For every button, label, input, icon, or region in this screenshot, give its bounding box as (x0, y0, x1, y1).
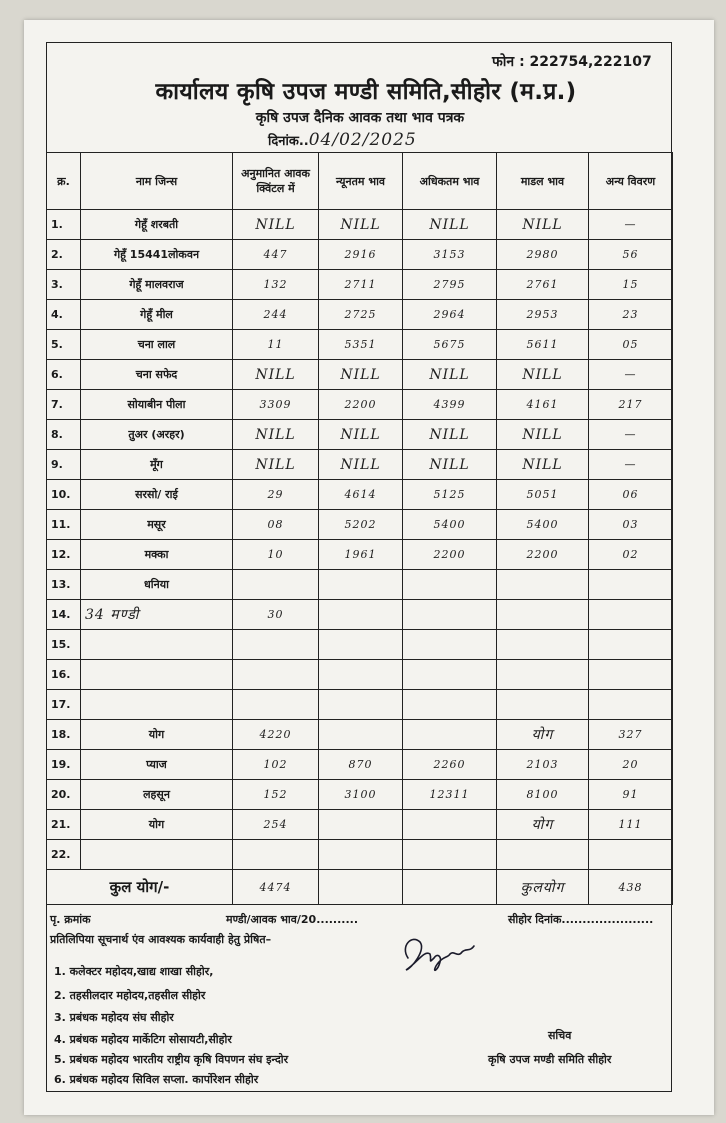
row-max: NILL (403, 420, 497, 450)
sehore-date: सीहोर दिनांक...................... (508, 913, 654, 926)
row-qty: 10 (233, 540, 319, 570)
row-other: 56 (589, 240, 673, 270)
row-serial: 16. (47, 660, 81, 690)
row-qty (233, 660, 319, 690)
row-serial: 18. (47, 720, 81, 750)
row-max (403, 810, 497, 840)
recipient-1: 1. कलेक्टर महोदय,खाद्य शाखा सीहोर, (54, 965, 214, 978)
row-max: NILL (403, 360, 497, 390)
row-commodity: तुअर (अरहर) (81, 420, 233, 450)
row-other: 02 (589, 540, 673, 570)
row-other: — (589, 210, 673, 240)
row-min: 870 (319, 750, 403, 780)
row-max: 2260 (403, 750, 497, 780)
row-model: 2761 (497, 270, 589, 300)
col-max-price: अधिकतम भाव (403, 153, 497, 210)
row-max (403, 720, 497, 750)
table-row (47, 420, 673, 450)
row-commodity: चना लाल (81, 330, 233, 360)
office-title: कार्यालय कृषि उपज मण्डी समिति,सीहोर (म.प्र.) (155, 79, 577, 105)
row-qty: NILL (233, 210, 319, 240)
total-model: कुलयोग (497, 870, 589, 905)
table-row (47, 750, 673, 780)
row-commodity: लहसून (81, 780, 233, 810)
row-commodity: धनिया (81, 570, 233, 600)
row-commodity (81, 840, 233, 870)
row-qty (233, 630, 319, 660)
date-line (268, 130, 417, 150)
row-model: 2103 (497, 750, 589, 780)
row-other: 217 (589, 390, 673, 420)
row-model: योग (497, 720, 589, 750)
row-serial: 21. (47, 810, 81, 840)
date-label: दिनांक.. (268, 134, 309, 149)
row-max: 5125 (403, 480, 497, 510)
table-header-row (47, 153, 673, 210)
row-commodity: प्याज (81, 750, 233, 780)
row-other: 23 (589, 300, 673, 330)
row-model: NILL (497, 210, 589, 240)
row-commodity (81, 660, 233, 690)
row-min: 1961 (319, 540, 403, 570)
recipient-4: 4. प्रबंधक महोदय मार्केटिग सोसायटी,सीहोर (54, 1033, 232, 1046)
row-other: 15 (589, 270, 673, 300)
row-other (589, 660, 673, 690)
row-model: 5611 (497, 330, 589, 360)
row-min: 2711 (319, 270, 403, 300)
row-min: NILL (319, 420, 403, 450)
row-min (319, 690, 403, 720)
total-max (403, 870, 497, 905)
row-qty: 152 (233, 780, 319, 810)
row-model: 2953 (497, 300, 589, 330)
row-max: 2964 (403, 300, 497, 330)
row-qty: 11 (233, 330, 319, 360)
row-serial: 13. (47, 570, 81, 600)
row-max: NILL (403, 450, 497, 480)
row-serial: 22. (47, 840, 81, 870)
row-commodity: मक्का (81, 540, 233, 570)
row-qty (233, 690, 319, 720)
row-qty: 254 (233, 810, 319, 840)
row-min (319, 810, 403, 840)
row-max: 2795 (403, 270, 497, 300)
row-max (403, 630, 497, 660)
row-max: 12311 (403, 780, 497, 810)
col-other: अन्य विवरण (589, 153, 673, 210)
total-min (319, 870, 403, 905)
row-serial: 15. (47, 630, 81, 660)
row-model: योग (497, 810, 589, 840)
table-row (47, 480, 673, 510)
row-model: NILL (497, 450, 589, 480)
table-row (47, 570, 673, 600)
row-other: — (589, 360, 673, 390)
row-commodity: योग (81, 810, 233, 840)
row-max: 4399 (403, 390, 497, 420)
row-qty: 102 (233, 750, 319, 780)
row-max (403, 600, 497, 630)
table-row (47, 390, 673, 420)
row-other: 327 (589, 720, 673, 750)
row-other: 111 (589, 810, 673, 840)
row-qty: 29 (233, 480, 319, 510)
row-commodity (81, 690, 233, 720)
col-serial: क्र. (47, 153, 81, 210)
row-serial: 14. (47, 600, 81, 630)
total-other: 438 (589, 870, 673, 905)
row-other: 05 (589, 330, 673, 360)
col-arrival: अनुमानित आवक क्विंटल में (233, 153, 319, 210)
row-model (497, 660, 589, 690)
row-min (319, 600, 403, 630)
row-qty: NILL (233, 360, 319, 390)
row-serial: 5. (47, 330, 81, 360)
table-row (47, 240, 673, 270)
row-other (589, 840, 673, 870)
row-min (319, 630, 403, 660)
row-max (403, 840, 497, 870)
row-other (589, 600, 673, 630)
row-serial: 4. (47, 300, 81, 330)
row-model: 8100 (497, 780, 589, 810)
row-min: 5202 (319, 510, 403, 540)
row-model: 2980 (497, 240, 589, 270)
row-qty: 08 (233, 510, 319, 540)
row-model (497, 630, 589, 660)
row-model: 2200 (497, 540, 589, 570)
row-min: 2725 (319, 300, 403, 330)
table-row (47, 810, 673, 840)
row-other (589, 690, 673, 720)
row-model: NILL (497, 420, 589, 450)
row-max: 3153 (403, 240, 497, 270)
row-min: 5351 (319, 330, 403, 360)
row-commodity: गेहूँ 15441लोकवन (81, 240, 233, 270)
total-row (47, 870, 673, 905)
row-serial: 17. (47, 690, 81, 720)
row-serial: 20. (47, 780, 81, 810)
row-qty: 244 (233, 300, 319, 330)
row-commodity: मसूर (81, 510, 233, 540)
row-serial: 3. (47, 270, 81, 300)
row-commodity: गेहूँ मील (81, 300, 233, 330)
row-max: 2200 (403, 540, 497, 570)
recipient-6: 6. प्रबंधक महोदय सिविल सप्ला. कार्पोरेशन सीहोर (54, 1073, 259, 1086)
row-other (589, 630, 673, 660)
row-max: NILL (403, 210, 497, 240)
signature-mark (398, 928, 478, 976)
row-min: NILL (319, 360, 403, 390)
row-model: 5400 (497, 510, 589, 540)
row-min: 2200 (319, 390, 403, 420)
row-max: 5675 (403, 330, 497, 360)
table-row (47, 300, 673, 330)
row-serial: 12. (47, 540, 81, 570)
row-other: 20 (589, 750, 673, 780)
table-row (47, 780, 673, 810)
row-min: NILL (319, 210, 403, 240)
row-commodity (81, 630, 233, 660)
row-serial: 9. (47, 450, 81, 480)
mandi-line: मण्डी/आवक भाव/20.......... (226, 913, 358, 926)
rates-table (46, 152, 673, 905)
row-model (497, 570, 589, 600)
row-min (319, 660, 403, 690)
row-commodity: गेहूँ शरबती (81, 210, 233, 240)
row-min: NILL (319, 450, 403, 480)
row-min (319, 570, 403, 600)
total-qty: 4474 (233, 870, 319, 905)
row-other: 91 (589, 780, 673, 810)
ref-number: पृ. क्रमांक (50, 913, 91, 926)
committee-label: कृषि उपज मण्डी समिति सीहोर (488, 1053, 612, 1066)
recipient-5: 5. प्रबंधक महोदय भारतीय राष्ट्रीय कृषि विपणन संघ इन्दोर (54, 1053, 289, 1066)
row-min: 3100 (319, 780, 403, 810)
table-row (47, 270, 673, 300)
row-max: 5400 (403, 510, 497, 540)
table-row (47, 630, 673, 660)
table-row (47, 690, 673, 720)
row-serial: 19. (47, 750, 81, 780)
row-other: 03 (589, 510, 673, 540)
row-model: NILL (497, 360, 589, 390)
row-max (403, 570, 497, 600)
row-qty (233, 840, 319, 870)
table-row (47, 840, 673, 870)
table-row (47, 540, 673, 570)
row-max (403, 690, 497, 720)
row-model (497, 600, 589, 630)
row-qty: NILL (233, 420, 319, 450)
row-qty: 4220 (233, 720, 319, 750)
row-other: — (589, 420, 673, 450)
row-serial: 1. (47, 210, 81, 240)
table-row (47, 660, 673, 690)
row-commodity: सोयाबीन पीला (81, 390, 233, 420)
row-min (319, 720, 403, 750)
col-commodity: नाम जिन्स (81, 153, 233, 210)
row-serial: 6. (47, 360, 81, 390)
row-qty: 447 (233, 240, 319, 270)
row-model: 5051 (497, 480, 589, 510)
col-model-price: माडल भाव (497, 153, 589, 210)
row-other (589, 570, 673, 600)
row-qty (233, 570, 319, 600)
row-model (497, 840, 589, 870)
row-min: 2916 (319, 240, 403, 270)
copy-line: प्रतिलिपिया सूचनार्थ एंव आवश्यक कार्यवाही हेतु प्रेषित– (50, 933, 272, 946)
recipient-2: 2. तहसीलदार महोदय,तहसील सीहोर (54, 989, 206, 1002)
row-qty: 132 (233, 270, 319, 300)
row-other: 06 (589, 480, 673, 510)
row-commodity: गेहूँ मालवराज (81, 270, 233, 300)
row-serial: 2. (47, 240, 81, 270)
phone-number: फोन : 222754,222107 (492, 54, 652, 70)
table-row (47, 600, 673, 630)
table-row (47, 720, 673, 750)
row-commodity: 34 मण्डी (81, 600, 233, 630)
row-serial: 7. (47, 390, 81, 420)
row-qty: 3309 (233, 390, 319, 420)
col-min-price: न्यूनतम भाव (319, 153, 403, 210)
total-label: कुल योग/- (47, 870, 233, 905)
row-commodity: सरसो/ राई (81, 480, 233, 510)
date-value: 04/02/2025 (308, 130, 417, 150)
table-row (47, 510, 673, 540)
form-subtitle: कृषि उपज दैनिक आवक तथा भाव पत्रक (255, 110, 465, 126)
table-row (47, 210, 673, 240)
row-commodity: चना सफेद (81, 360, 233, 390)
row-max (403, 660, 497, 690)
row-commodity: मूँग (81, 450, 233, 480)
table-row (47, 450, 673, 480)
secretary-label: सचिव (548, 1029, 572, 1042)
row-model: 4161 (497, 390, 589, 420)
row-qty: 30 (233, 600, 319, 630)
row-min (319, 840, 403, 870)
row-other: — (589, 450, 673, 480)
row-serial: 11. (47, 510, 81, 540)
row-min: 4614 (319, 480, 403, 510)
row-qty: NILL (233, 450, 319, 480)
table-row (47, 330, 673, 360)
table-row (47, 360, 673, 390)
row-serial: 8. (47, 420, 81, 450)
row-model (497, 690, 589, 720)
row-serial: 10. (47, 480, 81, 510)
row-commodity: योग (81, 720, 233, 750)
recipient-3: 3. प्रबंधक महोदय संघ सीहोर (54, 1011, 174, 1024)
